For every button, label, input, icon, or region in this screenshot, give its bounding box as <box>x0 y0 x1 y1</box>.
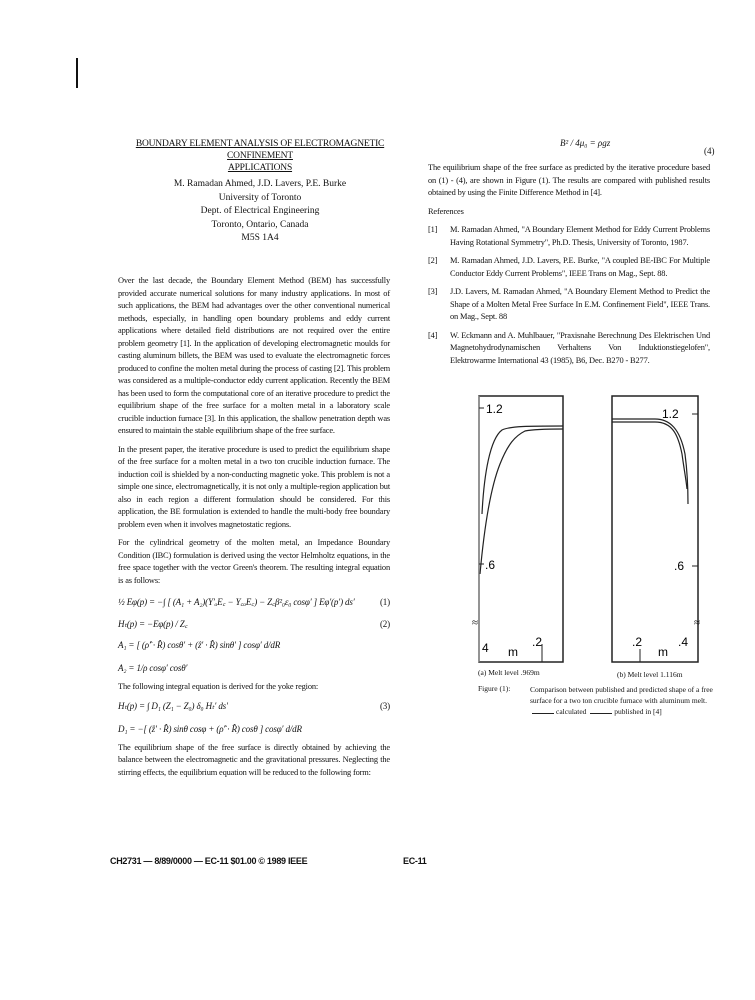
figure-label: Figure (1): <box>478 684 511 693</box>
equation-d1 <box>118 716 390 742</box>
author-block <box>150 178 370 246</box>
equation-text: Hₜ(p) = −Eφ(p) / Z꜀ <box>118 619 188 629</box>
equation-a2 <box>118 657 390 679</box>
page-number: EC-11 <box>403 856 427 866</box>
x-axis-unit: m <box>658 645 668 659</box>
x-tick-label: .2 <box>632 635 643 649</box>
reference-text: J.D. Lavers, M. Ramadan Ahmed, "A Boundary Element Method to Predict the Shape of a Molten Metal Free Surface In E.M. Confinement Field", IEEE Trans. on Mag., Sept. 88 <box>450 287 710 321</box>
equation-text: B² / 4μ₀ = ρgz <box>560 138 611 148</box>
reference-item <box>428 330 710 368</box>
paragraph: For the cylindrical geometry of the molten metal, an Impedance Boundary Condition (IBC) formulation is derived using the vector Helmholtz equations, in the free space together with the vector Green's theorem. The resulting integral equation is as follows: <box>118 538 390 585</box>
paragraph: In the present paper, the iterative procedure is used to predict the equilibrium shape of the free surface for a molten metal in a two ton crucible induction furnace. The induction coil is shielded by a non-conducting magnetic yoke. This problem is not a simple one since, electromagnetically, it is not only a multiple-region application but also in each region a different formulation should be considered. For this application, the BE formulation is extended to handle the multi-body free boundary problem even when it involves magnetostatic regions. <box>118 444 390 529</box>
reference-text: M. Ramadan Ahmed, J.D. Lavers, P.E. Burke, "A coupled BE-IBC For Multiple Conductor Eddy Current Problems", IEEE Trans on Mag., Sept. 88. <box>450 256 710 278</box>
x-tick-label: .4 <box>678 635 689 649</box>
equation-number: (2) <box>379 619 390 629</box>
panel-a-calculated-curve <box>482 426 563 514</box>
paragraph: The equilibrium shape of the free surface as predicted by the iterative procedure based on (1) - (4), are shown in Figure (1). The results are compared with published results obtained by using the Finite Difference Method in [4]. <box>428 163 710 197</box>
affiliation-line: Dept. of Electrical Engineering <box>200 206 320 216</box>
reference-number: [4] <box>428 330 438 340</box>
affiliation-line: M5S 1A4 <box>241 233 279 243</box>
affiliation-line: Toronto, Ontario, Canada <box>211 219 309 230</box>
axis-break-icon: ≈ <box>694 617 701 629</box>
footer-code: CH2731 — 8/89/0000 — EC-11 $01.00 © 1989 IEEE <box>110 856 308 866</box>
references-heading: References <box>428 206 464 216</box>
equation-3 <box>118 696 390 716</box>
equation-number: (1) <box>379 597 390 607</box>
panel-b-frame <box>612 396 701 662</box>
paragraph: The equilibrium shape of the free surface is directly obtained by achieving the balance between the electromagnetic and the gravitational pressures. Neglecting the stirring effects, the equilibrium equation will be reduced to the following form: <box>118 742 390 777</box>
x-axis-unit: m <box>508 645 518 659</box>
figure-caption-text: Comparison between published and predicted shape of a free surface for a two ton crucible furnace with aluminum melt. <box>530 685 713 705</box>
reference-number: [3] <box>428 287 438 296</box>
equation-text: Hₜ(p) = ∫ D₁ (Z₁ − Z₀) δ₀ Hₜ′ ds′ <box>118 700 228 711</box>
figure-panel-a <box>470 394 566 666</box>
equation-text: A₂ = 1/ρ cosφ′ cosθ′ <box>118 663 188 673</box>
reference-text: W. Eckmann and A. Muhlbauer, "Praxisnahe Berechnung Des Elektrischen Und Magnetohydrodynamischen Verhaltens Von Induktionstiegelofen", Elektrowarme International 43 (1985), B6, Dec. B270 - B277. <box>450 330 710 365</box>
panel-b-published-curve <box>612 422 687 489</box>
legend-calculated-line <box>532 713 554 714</box>
equation-2 <box>118 615 390 633</box>
affiliation-line: University of Toronto <box>218 192 302 203</box>
equation-text: D₁ = −[ (ẑ′ · R̂) sinθ cosφ + (ρ̂′ · R̂) cosθ ] cosφ′ d/dR <box>118 723 302 734</box>
y-tick-label: 1.2 <box>486 402 503 416</box>
reference-item <box>428 286 710 324</box>
legend-calculated-label: calculated <box>556 707 587 716</box>
equation-number: (3) <box>379 700 390 711</box>
equation-1 <box>118 589 390 615</box>
figure-caption <box>530 684 716 717</box>
axis-break-icon: ≈ <box>472 617 479 629</box>
y-tick-label: .6 <box>674 559 685 573</box>
reference-item <box>428 224 710 249</box>
left-column <box>118 275 390 785</box>
x-tick-label: .2 <box>532 635 543 649</box>
y-tick-label: .6 <box>485 558 496 572</box>
right-column <box>428 162 710 373</box>
title-line-2: APPLICATIONS <box>227 163 293 173</box>
panel-a-published-curve <box>480 429 563 574</box>
panel-b-caption: (b) Melt level 1.116m <box>617 670 683 679</box>
reference-list <box>428 224 710 367</box>
legend-published-label: published in [4] <box>614 707 662 716</box>
paragraph: Over the last decade, the Boundary Element Method (BEM) has successfully provided accurate numerical solutions for many industry applications. In most of such applications, the BEM had advantages over the other conventional numerical methods, especially, in handling open boundary problems and eddy current applications where detailed field distributions are not required over the entire problem geometry [1]. In the application of developing electromagnetic moulds for casting aluminum billets, the BEM was used to evaluate the electromagnetic forces produced to confine the molten metal during the process of casting [2]. This problem was considered as a multiple-conductor eddy current application. Recently the BEM has been used to form the computational core of an iterative procedure to predict the equilibrium shape of the free surface for a molten metal in a laboratory scale crucible induction furnace [3]. In this application, the shallow penetration depth was ensured to maintain the stable equilibrium shape of the free surface. <box>118 276 390 435</box>
authors: M. Ramadan Ahmed, J.D. Lavers, P.E. Burke <box>173 179 347 189</box>
reference-item <box>428 255 710 280</box>
title-line-1: BOUNDARY ELEMENT ANALYSIS OF ELECTROMAGNETIC CONFINEMENT <box>135 139 385 161</box>
y-tick-label: 1.2 <box>662 407 679 421</box>
paragraph: The following integral equation is derived for the yoke region: <box>118 682 319 691</box>
scan-margin-mark <box>76 58 78 88</box>
equation-number: (4) <box>704 146 715 156</box>
equation-4 <box>560 138 610 148</box>
reference-number: [1] <box>428 225 438 234</box>
equation-text: ½ Eφ(p) = −∫ [ (A₁ + A₂)(Y′ₐE꜀ − Y꜀ₐE꜀) − Z꜀β²₀ε₀ cosφ′ ] Eφ′(p′) ds′ <box>118 597 355 607</box>
panel-a-caption: (a) Melt level .969m <box>478 668 540 677</box>
panel-a-frame <box>479 396 563 662</box>
panel-b-calculated-curve <box>612 419 688 504</box>
reference-number: [2] <box>428 256 438 265</box>
paper-title <box>110 138 410 174</box>
reference-text: M. Ramadan Ahmed, "A Boundary Element Method for Eddy Current Problems Having Rotational Symmetry", Ph.D. Thesis, University of Toronto, 1987. <box>450 225 710 247</box>
figure-panel-b <box>610 394 710 666</box>
legend-published-line <box>590 713 612 714</box>
equation-text: A₁ = [ (ρ̂′ · R̂) cosθ′ + (ẑ′ · R̂) sinθ′ ] cosφ′ d/dR <box>118 640 281 650</box>
equation-a1 <box>118 633 390 657</box>
x-tick-label: 4 <box>482 641 489 655</box>
